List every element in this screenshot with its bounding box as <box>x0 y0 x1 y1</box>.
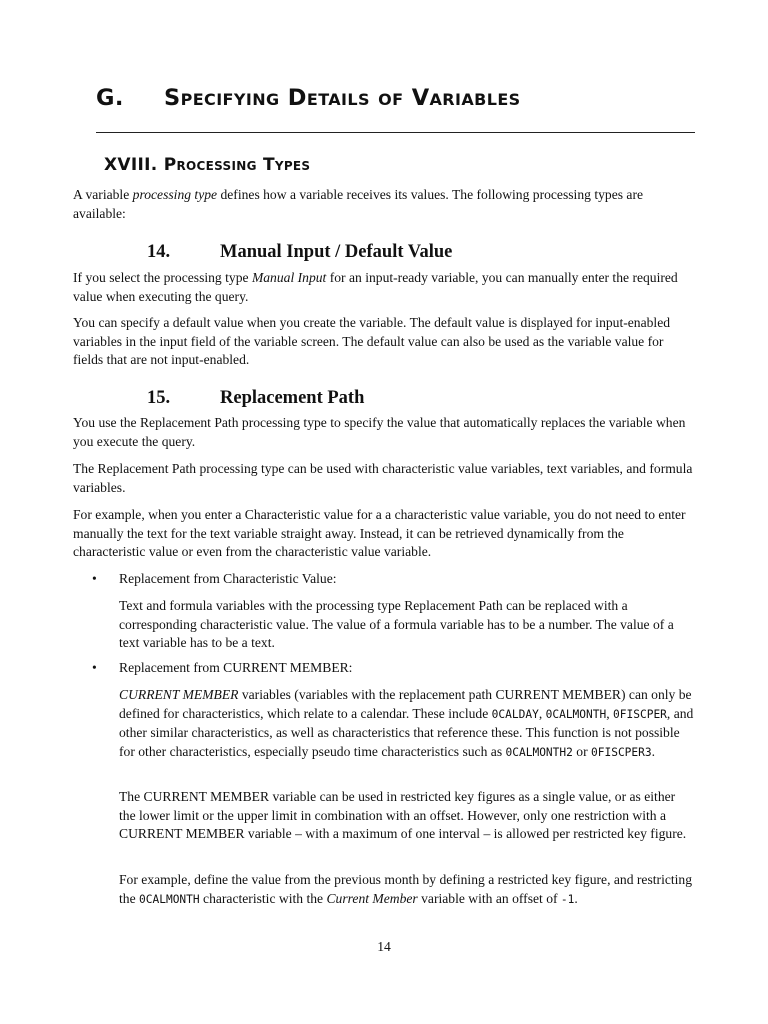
section-heading: XVIII. Processing Types <box>104 155 311 175</box>
text-run: variables (variables with the replacement path CURRENT MEMBER) can only be defined for characteristics, which relate to a calendar. These include <box>119 687 692 721</box>
bullet-1-paragraph <box>119 597 695 653</box>
replacement-path-paragraph-3 <box>73 506 695 562</box>
code-term: 0CALMONTH <box>545 707 607 721</box>
text-run: , <box>606 705 614 721</box>
text-run: If you select the processing type <box>73 270 252 285</box>
bullet-2-paragraph-1 <box>119 686 695 762</box>
subsection-number: 15. <box>147 388 171 408</box>
bullet-label: Replacement from CURRENT MEMBER: <box>119 660 353 675</box>
text-run: variable with an offset of <box>417 890 561 906</box>
text-run: , <box>538 705 546 721</box>
page-number: 14 <box>377 939 391 954</box>
text-run: characteristic with the <box>199 890 327 906</box>
emphasis: Current Member <box>326 890 418 906</box>
paragraph-text: You can specify a default value when you create the variable. The default value is displayed for input-enabled variables in the input field of the variable screen. The default value can also be used as the variable value for fields that are not input-enabled. <box>73 315 671 368</box>
bullet-2-paragraph-2 <box>119 788 695 844</box>
chapter-number: G. <box>96 85 124 111</box>
bullet-item-characteristic-value <box>92 570 695 589</box>
subsection-heading-replacement-path <box>147 385 364 411</box>
paragraph-text: The CURRENT MEMBER variable can be used in restricted key figures as a single value, or as either the lower limit or the upper limit in combination with an offset. However, only one restriction with a CURRENT MEMBER variable – with a maximum of one interval – is allowed per restricted key figure. <box>119 789 687 842</box>
emphasis: Manual Input <box>251 270 327 285</box>
manual-input-paragraph-2 <box>73 314 695 370</box>
replacement-path-paragraph-1 <box>73 414 695 451</box>
code-term: 0FISCPER3 <box>591 745 652 759</box>
bullet-icon: • <box>92 571 97 586</box>
paragraph-text: The Replacement Path processing type can be used with characteristic value variables, text variables, and formula variables. <box>73 461 693 495</box>
code-term: 0CALDAY <box>491 707 539 721</box>
paragraph-text: For example, when you enter a Characteristic value for a a characteristic value variable, you do not need to enter manually the text for the text variable straight away. Instead, it can be retrieved dynamically from the characteristic value or even from the characteristic value variable. <box>73 507 686 560</box>
subsection-title: Replacement Path <box>220 388 365 408</box>
text-run: or <box>572 743 591 759</box>
chapter-divider <box>96 132 695 133</box>
code-term: 0CALMONTH <box>139 892 200 906</box>
replacement-path-paragraph-2 <box>73 460 695 497</box>
code-term: -1 <box>560 892 575 906</box>
bullet-item-current-member <box>92 659 695 678</box>
intro-text-1: A variable <box>73 187 133 202</box>
chapter-heading <box>96 82 696 114</box>
subsection-number: 14. <box>147 242 171 262</box>
code-term: 0FISCPER <box>613 707 667 721</box>
subsection-title: Manual Input / Default Value <box>220 242 453 262</box>
intro-paragraph <box>73 186 695 223</box>
text-run: for an input-ready variable, you can manually enter the required value when executing the query. <box>73 270 678 304</box>
subsection-heading-manual-input <box>147 239 452 265</box>
bullet-label: Replacement from Characteristic Value: <box>119 571 337 586</box>
paragraph-text: You use the Replacement Path processing type to specify the value that automatically replaces the variable when you execute the query. <box>73 415 686 449</box>
code-term: 0CALMONTH2 <box>505 745 573 759</box>
text-run: . <box>651 743 656 759</box>
paragraph-text: Text and formula variables with the processing type Replacement Path can be replaced with a corresponding characteristic value. The value of a formula variable has to be a number. The value of a text variable has to be a text. <box>119 598 674 651</box>
bullet-icon: • <box>92 660 97 675</box>
text-run: , and other similar characteristics, as well as characteristics that reference these. This function is not possible for other characteristics, especially pseudo time characteristics such as <box>119 705 694 759</box>
emphasis: CURRENT MEMBER <box>119 687 239 702</box>
text-run: . <box>574 890 578 906</box>
bullet-2-paragraph-3 <box>119 871 695 909</box>
text-run: For example, define the value from the previous month by defining a restricted key figure, and restricting the <box>119 872 693 906</box>
chapter-title: Specifying Details of Variables <box>164 85 521 111</box>
intro-text-2: defines how a variable receives its values. The following processing types are available: <box>73 187 644 221</box>
intro-emphasis: processing type <box>132 187 218 202</box>
manual-input-paragraph-1 <box>73 269 695 306</box>
